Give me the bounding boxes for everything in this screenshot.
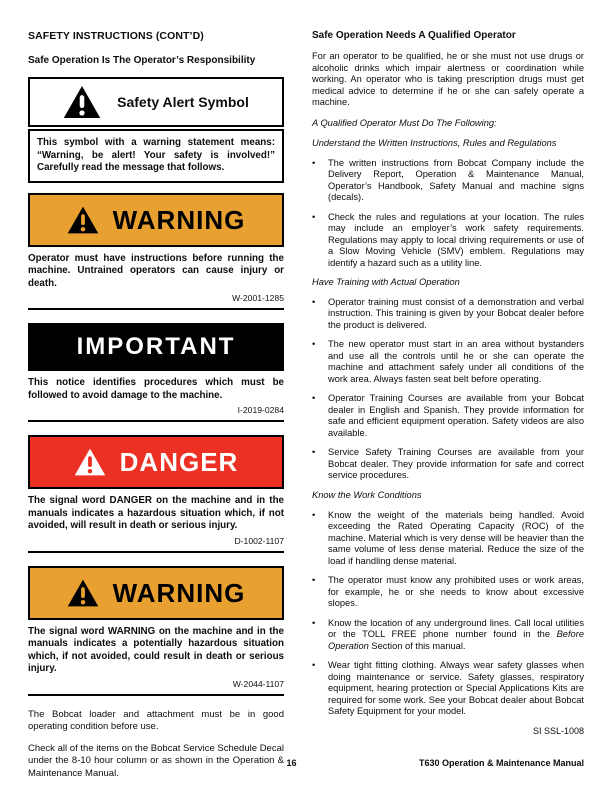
safety-alert-header <box>28 77 284 127</box>
safety-alert-title: Safety Alert Symbol <box>117 94 249 110</box>
bullet-item <box>312 447 584 482</box>
bullet-text: The new operator must start in an area without bystanders and use all the controls until he or she can operate the machine and attachment safely under all conditions of the work area. Always fasten seat belt before operating. <box>328 339 584 384</box>
bullet-icon: • <box>312 509 316 520</box>
important-notice <box>28 323 284 422</box>
body-paragraph: The Bobcat loader and attachment must be in good operating condition before use. <box>28 708 284 733</box>
bullet-icon: • <box>312 575 316 586</box>
signal-word: WARNING <box>112 577 246 608</box>
warning-triangle-icon <box>67 579 99 607</box>
signal-word: IMPORTANT <box>76 333 236 361</box>
notice-code: I-2019-0284 <box>237 405 284 416</box>
bullet-icon: • <box>312 447 316 458</box>
bullet-icon: • <box>312 339 316 350</box>
divider-rule <box>28 308 284 310</box>
warning-triangle-icon <box>67 206 99 234</box>
bullet-text: Service Safety Training Courses are available from your Bobcat dealer. They provide information for safe and correct service procedures. <box>328 447 584 481</box>
bullet-list <box>312 297 584 482</box>
footer-page-number: 16 <box>286 758 297 768</box>
divider-rule <box>28 694 284 696</box>
safety-alert-body: This symbol with a warning statement means: “Warning, be alert! Your safety is involved!” Carefully read the message that follows. <box>28 129 284 183</box>
warning-box <box>28 193 284 247</box>
notice-text: This notice identifies procedures which must be followed to avoid damage to the machine. <box>28 377 284 401</box>
important-box <box>28 323 284 371</box>
warning-notice-2 <box>28 566 284 696</box>
bullet-icon: • <box>312 296 316 307</box>
bullet-list <box>312 510 584 718</box>
safety-alert-triangle-icon <box>63 85 101 119</box>
notice-code: W-2001-1285 <box>232 293 284 304</box>
bullet-icon: • <box>312 157 316 168</box>
right-column <box>312 30 584 766</box>
bullet-text: Operator Training Courses are available from your Bobcat dealer in English and Spanish. They provide information for safe and efficient equipment operation. Safety videos are also available. <box>328 393 584 438</box>
notice-text: Operator must have instructions before running the machine. Untrained operators can cause injury or death. <box>28 252 284 289</box>
warning-box <box>28 566 284 620</box>
section-heading: Safe Operation Needs A Qualified Operator <box>312 30 516 41</box>
section-code: SI SSL-1008 <box>532 725 584 736</box>
subsection-heading: Understand the Written Instructions, Rules and Regulations <box>312 138 557 149</box>
bullet-icon: • <box>312 393 316 404</box>
danger-notice <box>28 435 284 553</box>
notice-code: W-2044-1107 <box>232 678 284 689</box>
bullet-text: Wear tight fitting clothing. Always wear safety glasses when doing maintenance or service. Safety glasses, respiratory equipment, hearing protection or Special Applications Kits are required for some work. See your Bobcat dealer about Bobcat Safety Equipment for your model. <box>328 660 584 717</box>
bullet-item <box>312 212 584 270</box>
danger-triangle-icon <box>74 448 106 476</box>
bullet-item <box>312 339 584 385</box>
bullet-text: The written instructions from Bobcat Company include the Delivery Report, Operation & Maintenance Manual, Operator’s Handbook, Safety Manual and machine signs (decals). <box>328 157 584 203</box>
subsection-rules <box>312 138 584 269</box>
signal-word: WARNING <box>112 204 246 235</box>
subsection-heading: Have Training with Actual Operation <box>312 277 460 288</box>
body-paragraph: Check all of the items on the Bobcat Service Schedule Decal under the 8-10 hour column or as shown in the Operation & Maintenance Manual. <box>28 743 284 779</box>
section-subtitle: Safe Operation Is The Operator’s Responsibility <box>28 55 256 66</box>
page-title: SAFETY INSTRUCTIONS (CONT’D) <box>28 30 204 42</box>
page-footer <box>28 758 584 770</box>
safety-alert-box <box>28 77 284 183</box>
divider-rule <box>28 420 284 422</box>
bullet-text: The operator must know any prohibited uses or work areas, for example, he or she needs to know about excessive slopes. <box>328 575 584 609</box>
bullet-text: Know the location of any underground lines. Call local utilities or the TOLL FREE phone number found in the Before Operation Section of this manual. <box>328 617 584 651</box>
left-column <box>28 30 284 779</box>
bullet-text: Know the weight of the materials being handled. Avoid exceeding the Rated Operating Capacity (ROC) of the machine. Material which is very dense will be heavier than the same volume of less dense material. Reduce the size of the load if handling dense material. <box>328 509 584 566</box>
bullet-icon: • <box>312 660 316 671</box>
notice-code: D-1002-1107 <box>234 535 284 546</box>
notice-text: The signal word DANGER on the machine and in the manuals indicates a hazardous situation which, if not avoided, will result in death or serious injury. <box>28 495 284 532</box>
subsection-work-conditions <box>312 490 584 718</box>
warning-notice-1 <box>28 193 284 311</box>
danger-box <box>28 435 284 489</box>
bullet-item <box>312 575 584 610</box>
bullet-icon: • <box>312 617 316 628</box>
subsection-heading: Know the Work Conditions <box>312 489 422 500</box>
notice-text: The signal word WARNING on the machine and in the manuals indicates a potentially hazardous situation which, if not avoided, could result in death or serious injury. <box>28 625 284 675</box>
bullet-item <box>312 158 584 204</box>
lead-line: A Qualified Operator Must Do The Following: <box>312 117 497 128</box>
signal-word: DANGER <box>119 447 239 478</box>
bullet-item <box>312 393 584 439</box>
bullet-item <box>312 618 584 653</box>
bullet-icon: • <box>312 211 316 222</box>
intro-paragraph: For an operator to be qualified, he or she must not use drugs or alcoholic drinks which impair alertness or coordination while working. An operator who is taking prescription drugs must get medical advice to determine if he or she can safely operate a machine. <box>312 51 584 108</box>
bullet-text: Operator training must consist of a demonstration and verbal instruction. This training is given by your Bobcat dealer before the product is delivered. <box>328 296 584 330</box>
bullet-item <box>312 297 584 332</box>
bullet-list <box>312 158 584 270</box>
bullet-item <box>312 660 584 718</box>
bullet-text: Check the rules and regulations at your location. The rules may include an employer’s work safety requirements. Regulations may apply to local driving requirements or use of a Slow Moving Vehicle (SMV) emblem. Regulations may identify a hazard such as a utility line. <box>328 211 584 268</box>
divider-rule <box>28 551 284 553</box>
subsection-training <box>312 277 584 482</box>
footer-manual-title: T630 Operation & Maintenance Manual <box>418 758 584 768</box>
bullet-item <box>312 510 584 568</box>
